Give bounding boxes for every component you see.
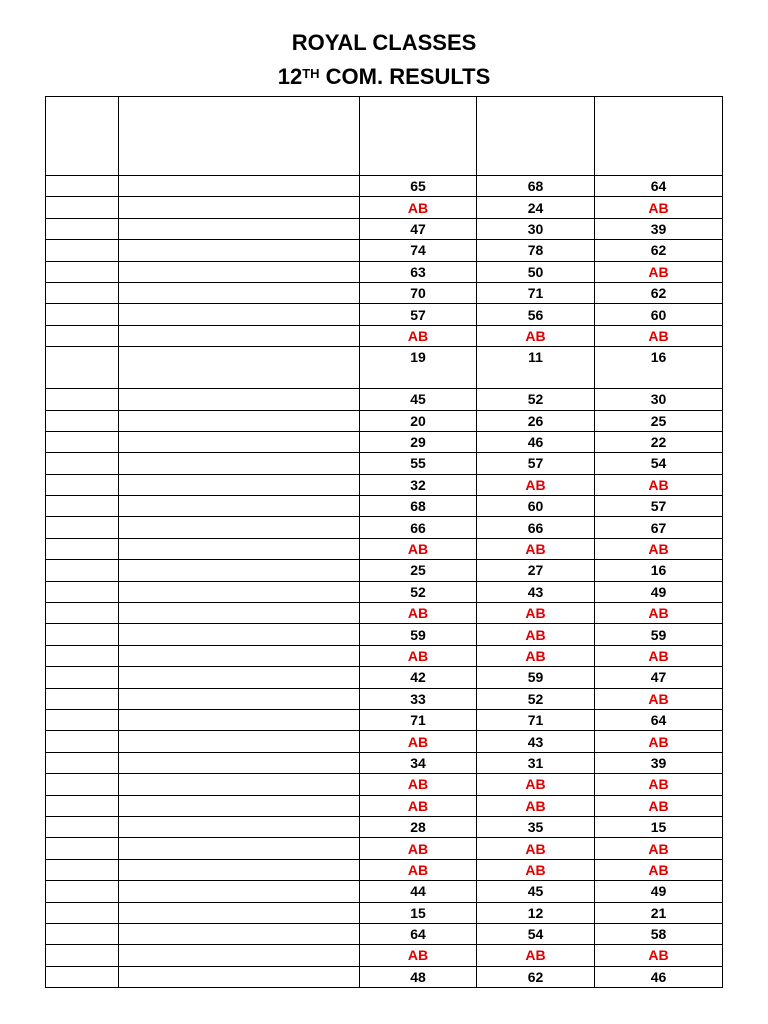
subtitle-prefix: 12 [277,64,303,89]
score-cell-subject-1: 47 [360,218,477,239]
score-cell-subject-2: 43 [477,731,595,752]
name-cell [119,667,360,688]
roll-cell [46,709,119,730]
name-cell [119,838,360,859]
roll-cell [46,923,119,944]
score-cell-subject-1: 55 [360,453,477,474]
name-cell [119,774,360,795]
score-cell-subject-2: 43 [477,581,595,602]
score-cell-subject-3: 59 [595,624,723,645]
header-cell-name [119,97,360,176]
table-row [46,624,723,645]
document-title: ROYAL CLASSES [291,30,477,55]
score-cell-subject-1: 64 [360,923,477,944]
table-row [46,945,723,966]
score-cell-subject-3: AB [595,474,723,495]
name-cell [119,859,360,880]
score-cell-subject-1: 65 [360,176,477,197]
table-row [46,431,723,452]
score-cell-subject-3: AB [595,538,723,559]
score-cell-subject-3: 49 [595,881,723,902]
name-cell [119,752,360,773]
name-cell [119,240,360,261]
roll-cell [46,347,119,389]
name-cell [119,410,360,431]
header-cell-subject-1 [360,97,477,176]
score-cell-subject-1: 59 [360,624,477,645]
name-cell [119,816,360,837]
table-row [46,496,723,517]
score-cell-subject-3: 67 [595,517,723,538]
score-cell-subject-2: 27 [477,560,595,581]
score-cell-subject-1: 15 [360,902,477,923]
table-row [46,517,723,538]
roll-cell [46,176,119,197]
score-cell-subject-1: 44 [360,881,477,902]
roll-cell [46,795,119,816]
table-row [46,176,723,197]
name-cell [119,282,360,303]
table-row [46,347,723,389]
score-cell-subject-2: AB [477,603,595,624]
roll-cell [46,389,119,410]
score-cell-subject-1: 34 [360,752,477,773]
score-cell-subject-2: 35 [477,816,595,837]
name-cell [119,431,360,452]
name-cell [119,731,360,752]
roll-cell [46,816,119,837]
score-cell-subject-3: 16 [595,560,723,581]
table-row [46,538,723,559]
score-cell-subject-2: AB [477,538,595,559]
score-cell-subject-2: 60 [477,496,595,517]
roll-cell [46,774,119,795]
score-cell-subject-1: 42 [360,667,477,688]
score-cell-subject-3: 54 [595,453,723,474]
score-cell-subject-3: AB [595,325,723,346]
name-cell [119,945,360,966]
roll-cell [46,431,119,452]
name-cell [119,304,360,325]
roll-cell [46,410,119,431]
roll-cell [46,881,119,902]
score-cell-subject-3: 16 [595,347,723,389]
score-cell-subject-2: 46 [477,431,595,452]
score-cell-subject-1: AB [360,603,477,624]
score-cell-subject-1: 45 [360,389,477,410]
score-cell-subject-3: 64 [595,709,723,730]
score-cell-subject-2: 45 [477,881,595,902]
name-cell [119,581,360,602]
score-cell-subject-2: 30 [477,218,595,239]
roll-cell [46,218,119,239]
score-cell-subject-2: 56 [477,304,595,325]
score-cell-subject-2: 71 [477,282,595,303]
table-row [46,581,723,602]
table-row [46,881,723,902]
score-cell-subject-1: 74 [360,240,477,261]
score-cell-subject-1: 70 [360,282,477,303]
score-cell-subject-1: AB [360,838,477,859]
score-cell-subject-3: AB [595,603,723,624]
name-cell [119,966,360,987]
roll-cell [46,261,119,282]
name-cell [119,923,360,944]
score-cell-subject-1: 19 [360,347,477,389]
roll-cell [46,453,119,474]
score-cell-subject-2: AB [477,859,595,880]
score-cell-subject-1: AB [360,538,477,559]
roll-cell [46,282,119,303]
score-cell-subject-3: 58 [595,923,723,944]
name-cell [119,688,360,709]
score-cell-subject-2: 68 [477,176,595,197]
table-row [46,667,723,688]
score-cell-subject-1: 25 [360,560,477,581]
name-cell [119,881,360,902]
table-row [46,838,723,859]
score-cell-subject-2: AB [477,474,595,495]
table-row [46,389,723,410]
name-cell [119,517,360,538]
score-cell-subject-3: AB [595,795,723,816]
score-cell-subject-3: 39 [595,218,723,239]
roll-cell [46,731,119,752]
score-cell-subject-1: AB [360,325,477,346]
score-cell-subject-2: AB [477,838,595,859]
table-row [46,197,723,218]
roll-cell [46,496,119,517]
score-cell-subject-3: AB [595,774,723,795]
score-cell-subject-3: 60 [595,304,723,325]
score-cell-subject-1: 71 [360,709,477,730]
table-row [46,966,723,987]
score-cell-subject-3: AB [595,731,723,752]
score-cell-subject-2: 66 [477,517,595,538]
roll-cell [46,752,119,773]
score-cell-subject-3: AB [595,945,723,966]
score-cell-subject-2: 78 [477,240,595,261]
roll-cell [46,517,119,538]
score-cell-subject-1: 66 [360,517,477,538]
subtitle-suffix: COM. RESULTS [319,64,491,89]
table-row [46,474,723,495]
roll-cell [46,624,119,645]
name-cell [119,560,360,581]
results-table [45,96,723,988]
score-cell-subject-3: 30 [595,389,723,410]
table-row [46,240,723,261]
table-row [46,902,723,923]
score-cell-subject-1: 33 [360,688,477,709]
score-cell-subject-3: AB [595,261,723,282]
score-cell-subject-1: 68 [360,496,477,517]
table-row [46,731,723,752]
table-row [46,645,723,666]
name-cell [119,902,360,923]
table-row [46,325,723,346]
score-cell-subject-2: 50 [477,261,595,282]
table-row [46,560,723,581]
name-cell [119,496,360,517]
name-cell [119,197,360,218]
roll-cell [46,538,119,559]
score-cell-subject-2: 11 [477,347,595,389]
score-cell-subject-2: 31 [477,752,595,773]
table-row [46,774,723,795]
score-cell-subject-3: AB [595,838,723,859]
roll-cell [46,581,119,602]
score-cell-subject-2: 57 [477,453,595,474]
score-cell-subject-3: 22 [595,431,723,452]
name-cell [119,538,360,559]
roll-cell [46,197,119,218]
name-cell [119,261,360,282]
table-row [46,923,723,944]
score-cell-subject-3: 62 [595,240,723,261]
score-cell-subject-3: 15 [595,816,723,837]
score-cell-subject-2: 12 [477,902,595,923]
roll-cell [46,304,119,325]
table-row [46,304,723,325]
name-cell [119,389,360,410]
table-row [46,752,723,773]
score-cell-subject-1: AB [360,945,477,966]
score-cell-subject-2: AB [477,774,595,795]
table-row [46,859,723,880]
results-table-body [46,97,723,988]
name-cell [119,453,360,474]
table-row [46,816,723,837]
table-row [46,282,723,303]
score-cell-subject-2: AB [477,624,595,645]
table-row [46,688,723,709]
header-cell-roll [46,97,119,176]
score-cell-subject-1: 29 [360,431,477,452]
score-cell-subject-3: 57 [595,496,723,517]
name-cell [119,624,360,645]
table-header-row [46,97,723,176]
roll-cell [46,902,119,923]
roll-cell [46,240,119,261]
score-cell-subject-2: 26 [477,410,595,431]
name-cell [119,176,360,197]
score-cell-subject-3: 46 [595,966,723,987]
table-row [46,795,723,816]
table-row [46,218,723,239]
score-cell-subject-1: AB [360,795,477,816]
roll-cell [46,325,119,346]
document-subtitle [0,64,768,90]
table-row [46,453,723,474]
score-cell-subject-2: 52 [477,688,595,709]
header-cell-subject-3 [595,97,723,176]
score-cell-subject-2: AB [477,945,595,966]
score-cell-subject-3: 39 [595,752,723,773]
score-cell-subject-1: AB [360,859,477,880]
score-cell-subject-1: 20 [360,410,477,431]
score-cell-subject-3: AB [595,645,723,666]
score-cell-subject-2: AB [477,645,595,666]
name-cell [119,645,360,666]
score-cell-subject-2: 52 [477,389,595,410]
name-cell [119,474,360,495]
score-cell-subject-2: 71 [477,709,595,730]
header-cell-subject-2 [477,97,595,176]
score-cell-subject-2: 59 [477,667,595,688]
roll-cell [46,945,119,966]
score-cell-subject-2: AB [477,795,595,816]
table-row [46,261,723,282]
score-cell-subject-3: 47 [595,667,723,688]
name-cell [119,603,360,624]
score-cell-subject-1: AB [360,197,477,218]
roll-cell [46,688,119,709]
name-cell [119,795,360,816]
score-cell-subject-2: 24 [477,197,595,218]
subtitle-superscript: TH [302,66,320,81]
name-cell [119,325,360,346]
roll-cell [46,474,119,495]
score-cell-subject-1: 63 [360,261,477,282]
roll-cell [46,838,119,859]
roll-cell [46,560,119,581]
score-cell-subject-1: AB [360,645,477,666]
roll-cell [46,645,119,666]
score-cell-subject-3: AB [595,688,723,709]
score-cell-subject-1: AB [360,774,477,795]
roll-cell [46,966,119,987]
score-cell-subject-1: 32 [360,474,477,495]
score-cell-subject-3: 49 [595,581,723,602]
score-cell-subject-1: 52 [360,581,477,602]
score-cell-subject-1: 57 [360,304,477,325]
name-cell [119,709,360,730]
roll-cell [46,667,119,688]
roll-cell [46,603,119,624]
score-cell-subject-3: 64 [595,176,723,197]
score-cell-subject-1: 48 [360,966,477,987]
roll-cell [46,859,119,880]
table-row [46,709,723,730]
score-cell-subject-3: AB [595,197,723,218]
score-cell-subject-3: AB [595,859,723,880]
score-cell-subject-1: 28 [360,816,477,837]
score-cell-subject-3: 21 [595,902,723,923]
name-cell [119,218,360,239]
table-row [46,603,723,624]
table-row [46,410,723,431]
score-cell-subject-2: 54 [477,923,595,944]
name-cell [119,347,360,389]
score-cell-subject-2: AB [477,325,595,346]
score-cell-subject-3: 62 [595,282,723,303]
score-cell-subject-3: 25 [595,410,723,431]
score-cell-subject-2: 62 [477,966,595,987]
score-cell-subject-1: AB [360,731,477,752]
